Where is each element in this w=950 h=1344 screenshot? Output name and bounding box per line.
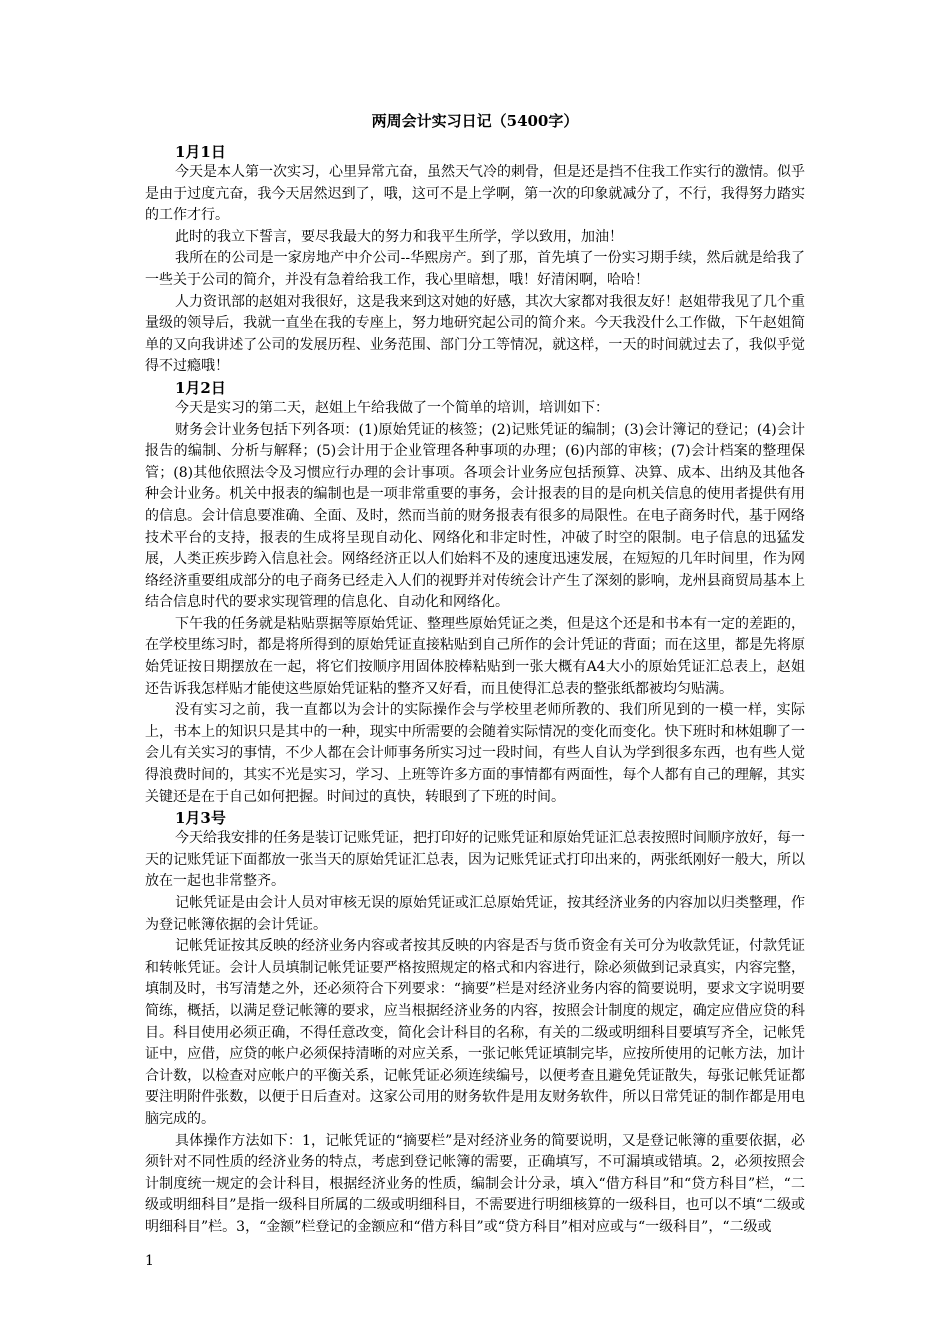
paragraph: 财务会计业务包括下列各项：(1)原始凭证的核签；(2)记账凭证的编制；(3)会计簿记的登记；(4)会计报告的编制、分析与解释；(5)会计用于企业管理各种事项的办理；(6)内部的审核；(7)会计档案的整理保管；(8)其他依照法令及习惯应行办理的会计事项。各项会计业务应包括预算、决算、成本、出纳及其他各种会计业务。机关中报表的编制也是一项非常重要的事务，会计报表的目的是向机关信息的使用者提供有用的信息。会计信息要准确、全面、及时，然而当前的财务报表有很多的局限性。在电子商务时代，基于网络技术平台的支持，报表的生成将呈现自动化、网络化和非定时性，冲破了时空的限制。电子信息的迅猛发展，人类正疾步跨入信息社会。网络经济正以人们始料不及的速度迅速发展，在短短的几年时间里，作为网络经济重要组成部分的电子商务已经走入人们的视野并对传统会计产生了深刻的影响，龙州县商贸局基本上结合信息时代的要求实现管理的信息化、自动化和网络化。	[145, 421, 805, 611]
diary-entry-jan-1	[145, 142, 805, 378]
entry-date-heading: 1月3号	[175, 809, 226, 828]
paragraph: 此时的我立下誓言，要尽我最大的努力和我平生所学，学以致用，加油！	[175, 228, 623, 245]
paragraph: 我所在的公司是一家房地产中介公司--华熙房产。到了那，首先填了一份实习期手续，然后就是给我了一些关于公司的简介，并没有急着给我工作，我心里暗想，哦！好清闲啊，哈哈！	[145, 250, 805, 288]
paragraph: 下午我的任务就是粘贴票据等原始凭证、整理些原始凭证之类，但是这个还是和书本有一定的差距的，在学校里练习时，都是将所得到的原始凭证直接粘贴到自己所作的会计凭证的背面；而在这里，都是先将原始凭证按日期摆放在一起，将它们按顺序用固体胶棒粘贴到一张大概有A4大小的原始凭证汇总表上，赵姐还告诉我怎样贴才能使这些原始凭证粘的整齐又好看，而且使得汇总表的整张纸都被均匀贴满。	[145, 615, 805, 697]
entry-date-heading: 1月1日	[175, 143, 226, 161]
diary-entry-jan-3	[145, 808, 805, 1238]
page-number: 1	[145, 1253, 154, 1269]
paragraph: 记帐凭证是由会计人员对审核无误的原始凭证或汇总原始凭证，按其经济业务的内容加以归类整理，作为登记帐簿依据的会计凭证。	[145, 895, 805, 933]
paragraph: 人力资讯部的赵姐对我很好，这是我来到这对她的好感，其次大家都对我很友好！赵姐带我见了几个重量级的领导后，我就一直坐在我的专座上，努力地研究起公司的简介来。今天我没什么工作做，下午赵姐简单的又向我讲述了公司的发展历程、业务范围、部门分工等情况，就这样，一天的时间就过去了，我似乎觉得不过瘾哦！	[145, 293, 805, 375]
paragraph: 今天是本人第一次实习，心里异常亢奋，虽然天气冷的刺骨，但是还是挡不住我工作实行的激情。似乎是由于过度亢奋，我今天居然迟到了，哦，这可不是上学啊，第一次的印象就减分了，不行，我得努力踏实的工作才行。	[145, 164, 805, 224]
paragraph: 今天是实习的第二天，赵姐上午给我做了一个简单的培训，培训如下：	[175, 399, 609, 416]
paragraph: 没有实习之前，我一直都以为会计的实际操作会与学校里老师所教的、我们所见到的一模一样，实际上，书本上的知识只是其中的一种，现实中所需要的会随着实际情况的变化而变化。快下班时和林姐聊了一会儿有关实习的事情，不少人都在会计师事务所实习过一段时间，有些人自认为学到很多东西，也有些人觉得浪费时间的，其实不光是实习，学习、上班等许多方面的事情都有两面性，每个人都有自己的理解，其实关键还是在于自己如何把握。时间过的真快，转眼到了下班的时间。	[145, 702, 805, 805]
document-title: 两周会计实习日记（5400字）	[371, 112, 579, 130]
document-page	[145, 110, 805, 1239]
entry-date-heading: 1月2日	[175, 378, 226, 397]
paragraph: 今天给我安排的任务是装订记账凭证，把打印好的记账凭证和原始凭证汇总表按照时间顺序放好，每一天的记账凭证下面都放一张当天的原始凭证汇总表，因为记账凭证式打印出来的，两张纸刚好一般大，所以放在一起也非常整齐。	[145, 830, 805, 890]
paragraph: 记帐凭证按其反映的经济业务内容或者按其反映的内容是否与货币资金有关可分为收款凭证，付款凭证和转帐凭证。会计人员填制记帐凭证要严格按照规定的格式和内容进行，除必须做到记录真实，内容完整，填制及时，书写清楚之外，还必须符合下列要求：“摘要”栏是对经济业务内容的简要说明，要求文字说明要简练，概括，以满足登记帐簿的要求，应当根据经济业务的内容，按照会计制度的规定，确定应借应贷的科目。科目使用必须正确，不得任意改变，简化会计科目的名称，有关的二级或明细科目要填写齐全，记帐凭证中，应借，应贷的帐户必须保持清晰的对应关系，一张记帐凭证填制完毕，应按所使用的记帐方法，加计合计数，以检查对应帐户的平衡关系，记帐凭证必须连续编号，以便考查且避免凭证散失，每张记帐凭证都要注明附件张数，以便于日后查对。这家公司用的财务软件是用友财务软件，所以日常凭证的制作都是用电脑完成的。	[145, 938, 805, 1127]
paragraph: 具体操作方法如下：1，记帐凭证的“摘要栏”是对经济业务的简要说明，又是登记帐簿的重要依据，必须针对不同性质的经济业务的特点，考虑到登记帐簿的需要，正确填写，不可漏填或错填。2，必须按照会计制度统一规定的会计科目，根据经济业务的性质，编制会计分录，填入“借方科目”和“贷方科目”栏，“二级或明细科目”是指一级科目所属的二级或明细科目，不需要进行明细核算的一级科目，也可以不填“二级或明细科目”栏。3，“金额”栏登记的金额应和“借方科目”或“贷方科目”相对应或与“一级科目”，“二级或	[145, 1132, 805, 1235]
diary-entry-jan-2	[145, 378, 805, 808]
